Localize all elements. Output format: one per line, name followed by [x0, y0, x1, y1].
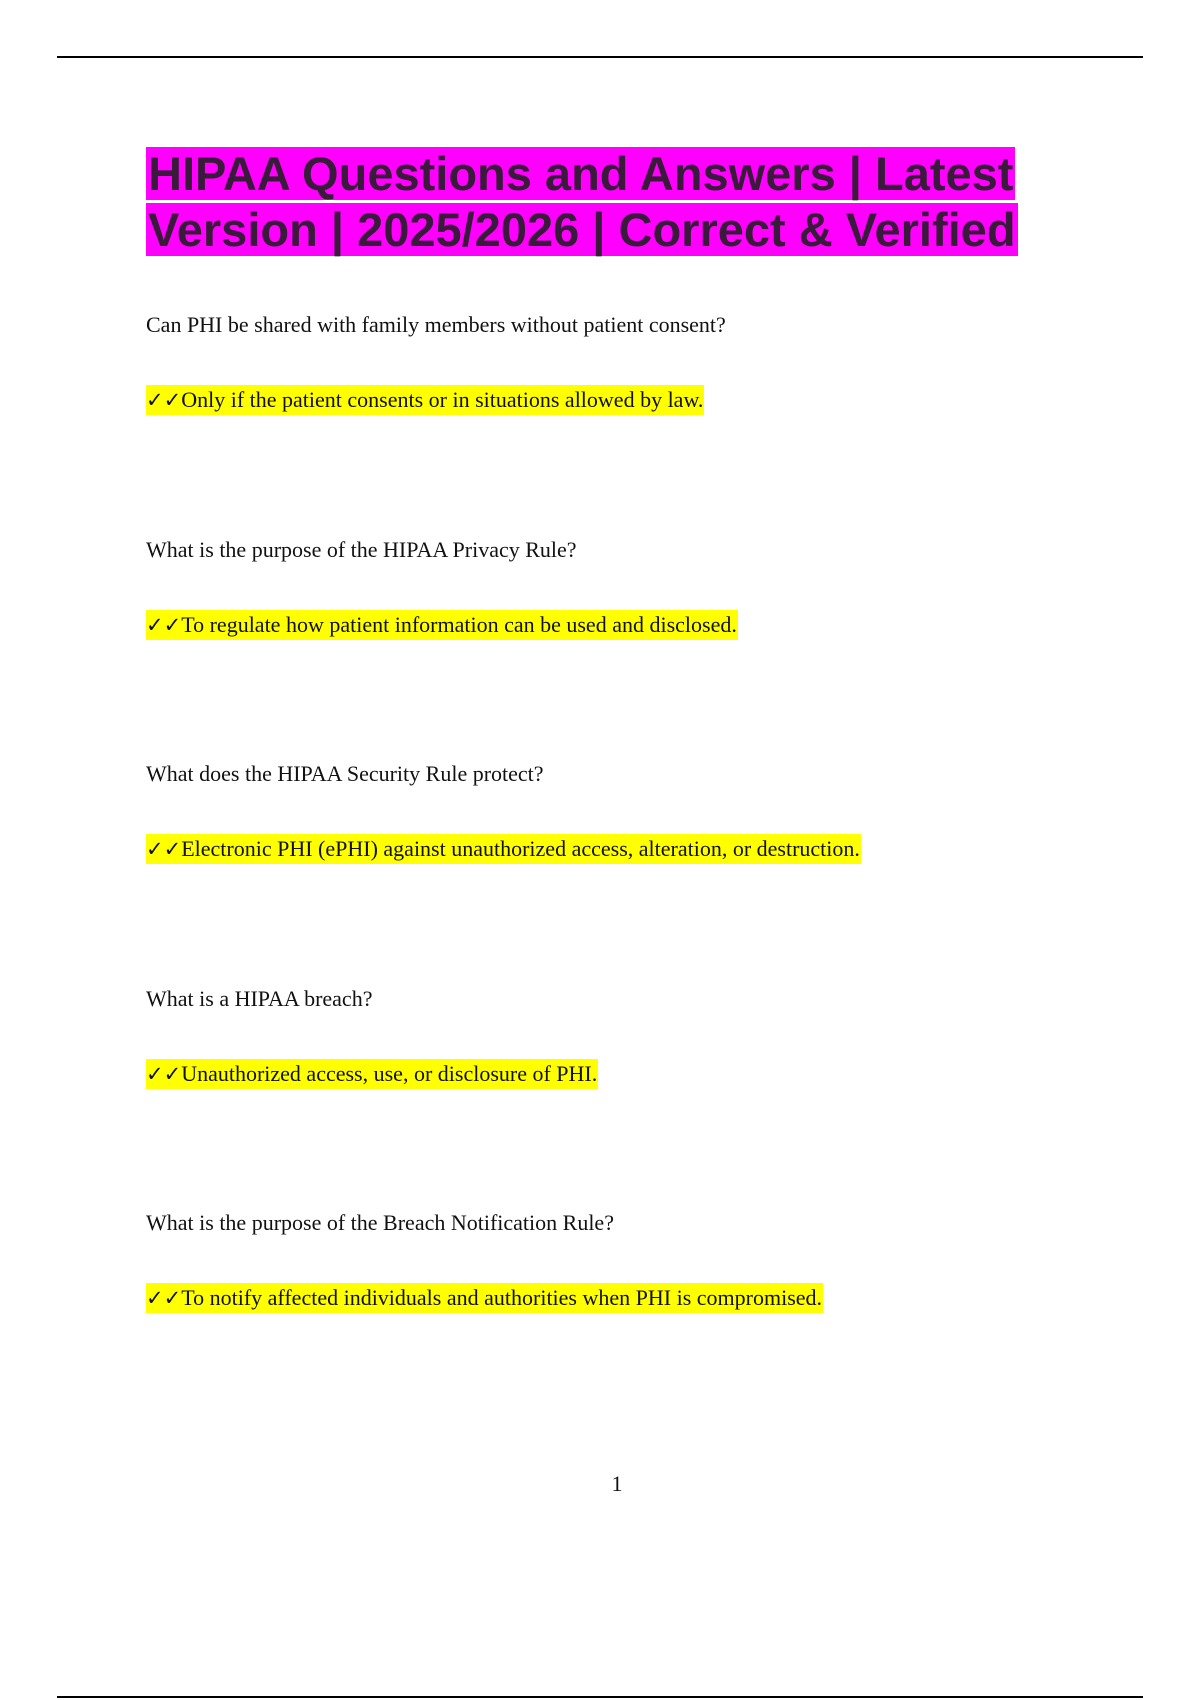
answer-text: [146, 385, 704, 415]
document-title: HIPAA Questions and Answers | Latest Version | 2025/2026 | Correct & Verified: [148, 147, 1016, 256]
answer-text: [146, 1059, 598, 1089]
check-icon: ✓✓: [146, 1062, 182, 1086]
question-text: What does the HIPAA Security Rule protect?: [146, 761, 544, 786]
page-number: 1: [611, 1471, 623, 1496]
answer-label: To notify affected individuals and authorities when PHI is compromised.: [181, 1285, 823, 1310]
answer-label: Electronic PHI (ePHI) against unauthorized access, alteration, or destruction.: [181, 836, 860, 861]
answer-text: [146, 610, 738, 640]
check-icon: ✓✓: [146, 613, 182, 637]
answer-highlight: [146, 834, 861, 864]
title-block: [146, 146, 1041, 258]
check-icon: ✓✓: [146, 388, 182, 412]
question-text: What is the purpose of the Breach Notification Rule?: [146, 1210, 614, 1235]
answer-highlight: [146, 385, 704, 415]
check-icon: ✓✓: [146, 837, 182, 861]
answer-label: To regulate how patient information can be used and disclosed.: [181, 612, 737, 637]
question-text: Can PHI be shared with family members without patient consent?: [146, 312, 726, 337]
footer-rule: [57, 1696, 1143, 1698]
answer-label: Only if the patient consents or in situations allowed by law.: [181, 387, 704, 412]
question-text: What is a HIPAA breach?: [146, 986, 373, 1011]
answer-highlight: [146, 1283, 823, 1313]
question-text: What is the purpose of the HIPAA Privacy Rule?: [146, 537, 577, 562]
answer-highlight: [146, 1059, 598, 1089]
answer-label: Unauthorized access, use, or disclosure of PHI.: [181, 1061, 598, 1086]
answer-text: [146, 834, 861, 864]
answer-highlight: [146, 610, 738, 640]
answer-text: [146, 1283, 823, 1313]
header-rule: [57, 56, 1143, 58]
check-icon: ✓✓: [146, 1286, 182, 1310]
